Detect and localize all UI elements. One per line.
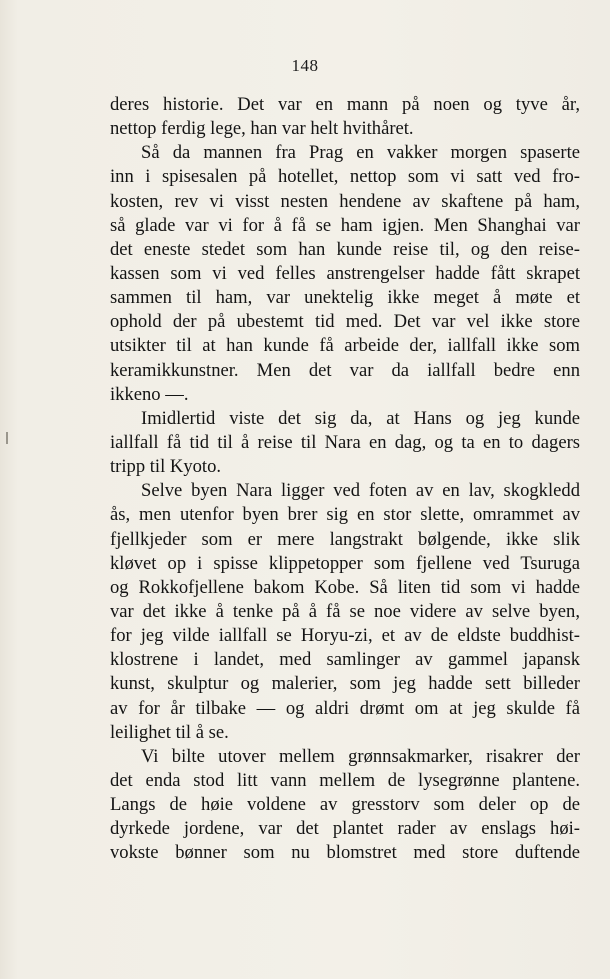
text-line: ikkeno —. xyxy=(110,383,189,405)
text-line: Imidlertid viste det sig da, at Hans og jeg kunde xyxy=(141,407,580,429)
text-line: det enda stod litt vann mellem de lysegrønne plantene. xyxy=(110,769,580,791)
text-line: klostrene i landet, med samlinger av gammel japansk xyxy=(110,649,580,671)
text-line: ophold der på ubestemt tid med. Det var vel ikke store xyxy=(110,311,580,333)
text-line: sammen til ham, var unektelig ikke meget å møte et xyxy=(110,287,580,309)
text-line: deres historie. Det var en mann på noen og tyve år, xyxy=(110,94,580,115)
text-line: og Rokkofjellene bakom Kobe. Så liten tid som vi hadde xyxy=(110,576,580,598)
text-line: Så da mannen fra Prag en vakker morgen spaserte xyxy=(141,142,580,164)
text-line: utsikter til at han kunde få arbeide der, iallfall ikke som xyxy=(110,335,580,357)
text-line: så glade var vi for å få se ham igjen. Men Shanghai var xyxy=(110,214,580,236)
text-line: kløvet op i spisse klippetopper som fjellene ved Tsuruga xyxy=(110,552,580,574)
text-line: det eneste stedet som han kunde reise til, og den reise- xyxy=(110,238,580,260)
text-line: fjellkjeder som er mere langstrakt bølgende, ikke slik xyxy=(110,528,580,550)
text-line: vokste bønner som nu blomstret med store duftende xyxy=(110,842,580,864)
text-line: kassen som vi ved felles anstrengelser hadde fått skrapet xyxy=(110,262,580,284)
text-line: av for år tilbake — og aldri drømt om at jeg skulde få xyxy=(110,697,580,719)
text-line: tripp til Kyoto. xyxy=(110,456,222,478)
text-line: keramikkunstner. Men det var da iallfall bedre enn xyxy=(110,359,580,381)
text-line: Vi bilte utover mellem grønnsakmarker, risakrer der xyxy=(141,745,580,767)
text-line: kunst, skulptur og malerier, som jeg hadde sett billeder xyxy=(110,673,580,695)
text-line: leilighet til å se. xyxy=(110,721,229,743)
text-line: Selve byen Nara ligger ved foten av en lav, skogkledd xyxy=(141,480,580,502)
text-line: var det ikke å tenke på å få se noe videre av selve byen, xyxy=(110,600,580,622)
text-line: inn i spisesalen på hotellet, nettop som vi satt ved fro- xyxy=(110,166,580,188)
text-line: kosten, rev vi visst nesten hendene av skaftene på ham, xyxy=(110,190,580,212)
binding-mark xyxy=(6,432,8,444)
page-number: 148 xyxy=(291,56,319,75)
text-line: ås, men utenfor byen brer sig en stor slette, omrammet av xyxy=(110,504,580,526)
text-line: Langs de høie voldene av gresstorv som deler op de xyxy=(110,794,580,816)
text-line: for jeg vilde iallfall se Horyu-zi, et av de eldste buddhist- xyxy=(110,625,580,647)
text-line: iallfall få tid til å reise til Nara en dag, og ta en to dagers xyxy=(110,431,580,453)
text-line: dyrkede jordene, var det plantet rader av enslags høi- xyxy=(110,818,580,840)
body-text xyxy=(110,93,580,866)
text-line: nettop ferdig lege, han var helt hvithåret. xyxy=(110,118,414,140)
